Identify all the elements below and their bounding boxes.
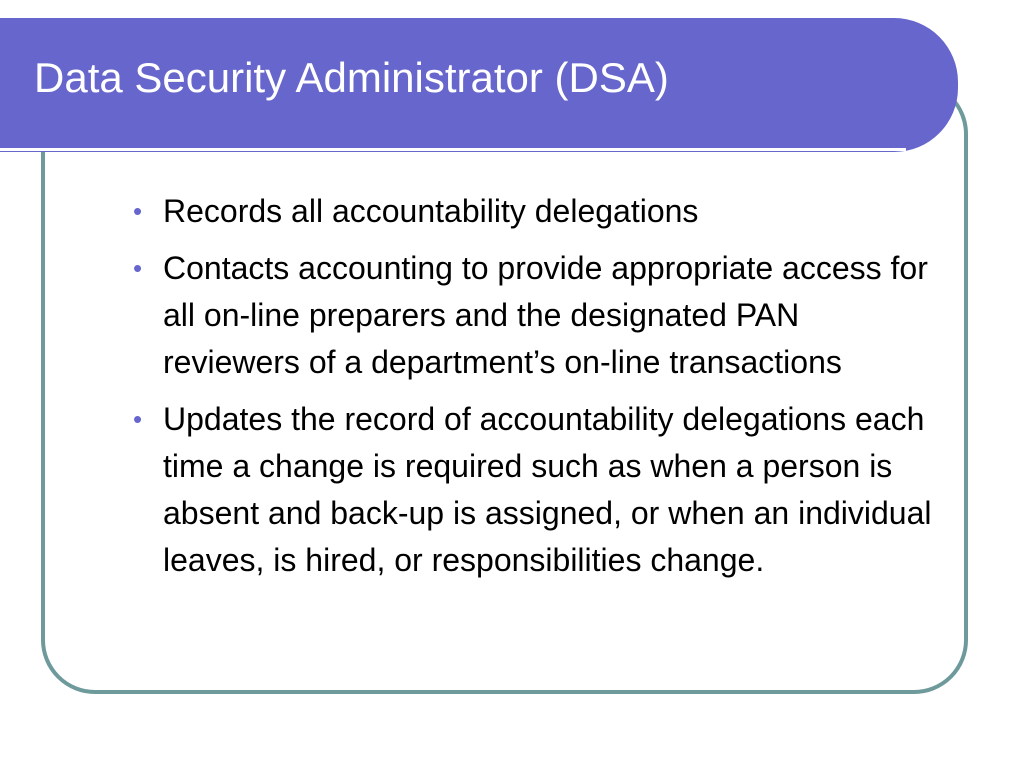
bullet-text: Records all accountability delegations	[163, 193, 699, 229]
bullet-point-icon: •	[133, 196, 143, 226]
bullet-item	[131, 245, 936, 386]
bullet-item	[131, 396, 936, 584]
bullet-text: Contacts accounting to provide appropriate access for all on-line preparers and the designated PAN reviewers of a department’s on-line transactions	[163, 250, 928, 380]
bullet-text: Updates the record of accountability delegations each time a change is required such as when a person is absent and back-up is assigned, or when an individual leaves, is hired, or responsibilities change.	[163, 401, 932, 578]
slide-title: Data Security Administrator (DSA)	[34, 54, 669, 101]
bullet-point-icon: •	[133, 404, 143, 434]
bullet-point-icon: •	[133, 253, 143, 283]
bullet-list	[131, 188, 936, 594]
title-underline	[0, 148, 906, 151]
bullet-item	[131, 188, 936, 235]
